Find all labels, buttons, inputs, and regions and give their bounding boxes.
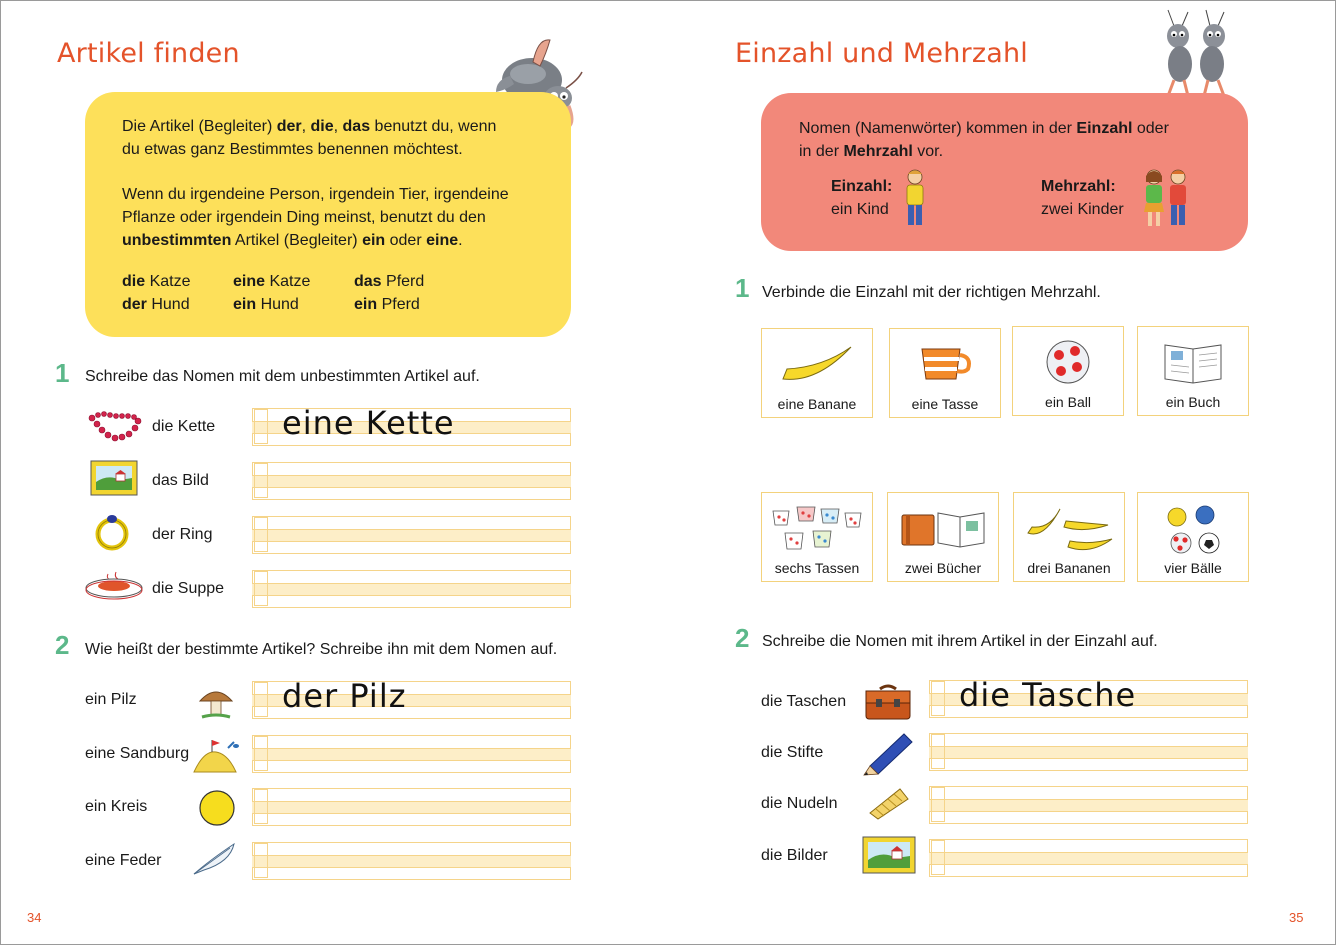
mushroom-icon [196, 683, 236, 721]
child-icon [902, 168, 928, 230]
cup-icon [910, 339, 980, 387]
item-label: die Suppe [152, 580, 225, 597]
example-cell: das Pferd [354, 273, 425, 290]
task-number: 2 [735, 623, 750, 653]
info-line: Pflanze oder irgendein Ding meinst, benutzt du den [122, 209, 486, 226]
mehrzahl-example [1041, 175, 1124, 221]
schoolbag-icon [862, 683, 914, 721]
writing-line[interactable] [929, 733, 1248, 771]
task-instruction: Schreibe das Nomen mit dem unbestimmten Artikel auf. [85, 368, 480, 385]
handwritten-answer: die Tasche [959, 676, 1137, 714]
match-card-bananas[interactable] [1013, 492, 1125, 582]
match-card-books[interactable] [887, 492, 999, 582]
sandcastle-icon [190, 738, 240, 776]
writing-line[interactable] [252, 516, 571, 554]
info-text: , [333, 118, 343, 135]
info-bold: unbestimmten [122, 232, 232, 249]
ball-icon [1043, 337, 1093, 387]
item-label: das Bild [152, 472, 209, 489]
page-number-right: 35 [1289, 910, 1304, 925]
handwritten-answer: der Pilz [282, 677, 407, 715]
info-text: , [301, 118, 311, 135]
item-label: eine Feder [85, 852, 162, 869]
cups-icon [769, 503, 865, 559]
writing-line[interactable] [252, 842, 571, 880]
card-label: eine Tasse [911, 396, 979, 412]
example-cell: ein Hund [233, 296, 299, 313]
writing-line[interactable] [929, 786, 1248, 824]
books-icon [898, 503, 988, 555]
writing-line[interactable] [252, 462, 571, 500]
article-info-text [122, 115, 552, 252]
soup-icon [84, 570, 144, 602]
info-text: benutzt du, wenn [370, 118, 497, 135]
left-page-title: Artikel finden [57, 38, 240, 69]
card-label: zwei Bücher [904, 560, 982, 576]
match-card-book[interactable] [1137, 326, 1249, 416]
item-label: die Stifte [761, 744, 824, 761]
right-page-title: Einzahl und Mehrzahl [735, 38, 1028, 69]
item-label: die Taschen [761, 693, 847, 710]
picture-icon [90, 460, 138, 496]
match-card-cup[interactable] [889, 328, 1001, 418]
task-number: 1 [735, 273, 750, 303]
writing-line[interactable] [252, 677, 571, 719]
task-number: 2 [55, 630, 70, 660]
card-label: eine Banane [777, 396, 857, 412]
example-cell: die Katze [122, 273, 191, 290]
info-text: Artikel (Begleiter) [231, 232, 363, 249]
ants-illustration [1150, 8, 1250, 100]
writing-line[interactable] [252, 570, 571, 608]
writing-line[interactable] [252, 404, 571, 446]
writing-line[interactable] [252, 788, 571, 826]
match-card-ball[interactable] [1012, 326, 1124, 416]
match-card-banana[interactable] [761, 328, 873, 418]
einzahl-example [831, 175, 892, 221]
einzahl-example-text: ein Kind [831, 201, 889, 218]
task-instruction: Wie heißt der bestimmte Artikel? Schreibe ihn mit dem Nomen auf. [85, 641, 558, 658]
book-icon [1161, 337, 1225, 385]
item-label: die Bilder [761, 847, 828, 864]
info-bold: ein [362, 232, 386, 249]
card-label: ein Ball [1045, 394, 1091, 410]
item-label: ein Kreis [85, 798, 148, 815]
necklace-icon [86, 410, 142, 444]
feather-icon [190, 840, 238, 878]
info-text: oder [385, 232, 427, 249]
info-bold: das [342, 118, 371, 135]
example-cell: ein Pferd [354, 296, 420, 313]
handwritten-answer: eine Kette [282, 404, 455, 442]
writing-line[interactable] [929, 676, 1248, 718]
task-instruction: Verbinde die Einzahl mit der richtigen Mehrzahl. [762, 284, 1101, 301]
pencil-icon [862, 728, 916, 776]
info-bold: der [276, 118, 302, 135]
mehrzahl-example-text: zwei Kinder [1041, 201, 1124, 218]
card-label: vier Bälle [1164, 560, 1222, 576]
match-card-balls[interactable] [1137, 492, 1249, 582]
item-label: eine Sandburg [85, 745, 190, 762]
card-label: sechs Tassen [774, 560, 860, 576]
example-cell: eine Katze [233, 273, 311, 290]
picture-icon [862, 836, 916, 874]
example-cell: der Hund [122, 296, 190, 313]
info-bold: eine [426, 232, 459, 249]
card-label: drei Bananen [1027, 560, 1111, 576]
writing-line[interactable] [252, 735, 571, 773]
bananas-icon [1024, 503, 1114, 557]
match-card-cups[interactable] [761, 492, 873, 582]
ring-icon [92, 510, 132, 552]
pasta-icon [864, 785, 914, 821]
writing-line[interactable] [929, 839, 1248, 877]
task-number: 1 [55, 358, 70, 388]
task-instruction: Schreibe die Nomen mit ihrem Artikel in der Einzahl auf. [762, 633, 1158, 650]
item-label: der Ring [152, 526, 213, 543]
mehrzahl-heading: Mehrzahl: [1041, 178, 1116, 195]
item-label: ein Pilz [85, 691, 137, 708]
info-text: . [458, 232, 463, 249]
page-number-left: 34 [27, 910, 42, 925]
item-label: die Nudeln [761, 795, 838, 812]
info-bold: die [310, 118, 334, 135]
einzahl-heading: Einzahl: [831, 178, 893, 195]
banana-icon [777, 339, 857, 387]
info-text: Die Artikel (Begleiter) [122, 118, 277, 135]
info-line: Wenn du irgendeine Person, irgendein Tier, irgendeine [122, 186, 509, 203]
singular-plural-info-text: Nomen (Namenwörter) kommen in der Einzahl oder in der Mehrzahl vor. [799, 120, 1169, 160]
info-line: du etwas ganz Bestimmtes benennen möchtest. [122, 141, 463, 158]
children-icon [1140, 168, 1192, 230]
circle-icon [198, 789, 236, 827]
balls-icon [1161, 503, 1225, 557]
item-label: die Kette [152, 418, 216, 435]
card-label: ein Buch [1165, 394, 1221, 410]
